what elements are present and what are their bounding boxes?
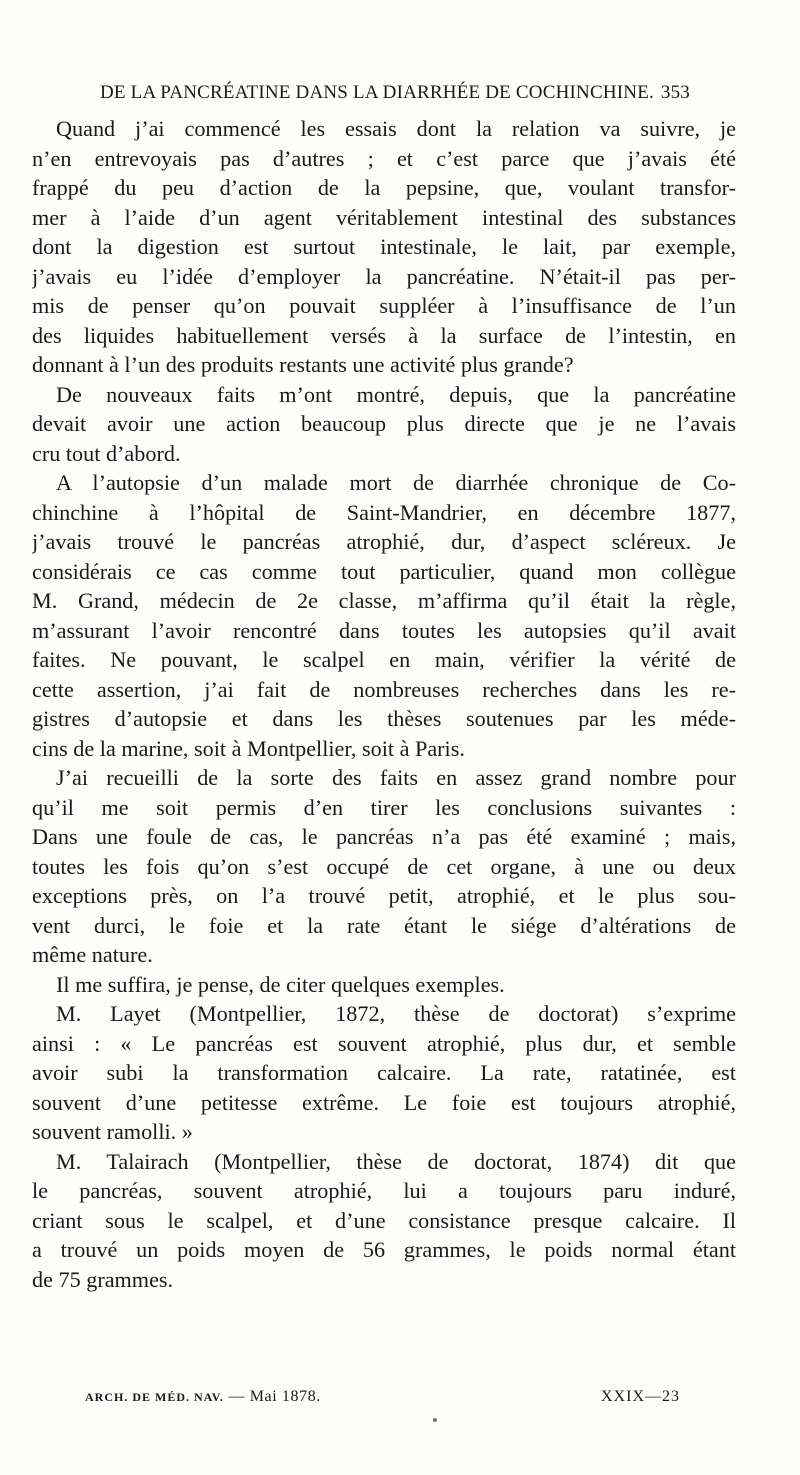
text-line: n’en entrevoyais pas d’autres ; et c’est parce que j’avais été xyxy=(32,145,736,171)
text-line: ainsi : « Le pancréas est souvent atrophié, plus dur, et semble xyxy=(32,1030,736,1056)
text-line: cins de la marine, soit à Montpellier, soit à Paris. xyxy=(32,735,465,761)
text-line: vent durci, le foie et la rate étant le siége d’altérations de xyxy=(32,912,736,938)
text-line: mer à l’aide d’un agent véritablement intestinal des substances xyxy=(32,204,736,230)
issue-date: — Mai 1878. xyxy=(228,1388,321,1405)
text-line: a trouvé un poids moyen de 56 grammes, le poids normal étant xyxy=(32,1237,736,1262)
text-line: De nouveaux faits m’ont montré, depuis, que la pancréatine xyxy=(56,381,736,407)
text-line: M. Talairach (Montpellier, thèse de doctorat, 1874) dit que xyxy=(56,1148,736,1174)
text-line: avoir subi la transformation calcaire. La rate, ratatinée, est xyxy=(32,1060,736,1085)
text-line: donnant à l’un des produits restants une activité plus grande? xyxy=(32,352,574,377)
text-line: M. Layet (Montpellier, 1872, thèse de doctorat) s’exprime xyxy=(56,1001,736,1026)
text-line: frappé du peu d’action de la pepsine, que, voulant transfor- xyxy=(32,175,736,200)
text-line: A l’autopsie d’un malade mort de diarrhée chronique de Co- xyxy=(56,470,736,495)
text-line: mis de penser qu’on pouvait suppléer à l’insuffisance de l’un xyxy=(32,293,736,318)
text-line: chinchine à l’hôpital de Saint-Mandrier, en décembre 1877, xyxy=(32,499,736,525)
text-line: gistres d’autopsie et dans les thèses soutenues par les méde- xyxy=(32,706,736,731)
text-line: exceptions près, on l’a trouvé petit, atrophié, et le plus sou- xyxy=(32,883,736,908)
text-line: souvent d’une petitesse extrême. Le foie est toujours atrophié, xyxy=(32,1089,736,1115)
text-line: cru tout d’abord. xyxy=(32,440,181,466)
running-title: DE LA PANCRÉATINE DANS LA DIARRHÉE DE COCHINCHINE. xyxy=(100,82,654,103)
body-text xyxy=(32,114,736,1294)
text-line: qu’il me soit permis d’en tirer les conclusions suivantes : xyxy=(32,794,736,820)
text-line: dont la digestion est surtout intestinale, le lait, par exemple, xyxy=(32,234,736,259)
journal-citation xyxy=(85,1388,321,1406)
text-line: Quand j’ai commencé les essais dont la relation va suivre, je xyxy=(56,116,736,141)
journal-name: ARCH. DE MÉD. NAV. xyxy=(85,1390,224,1404)
text-line: souvent ramolli. » xyxy=(32,1119,193,1144)
text-line: de 75 grammes. xyxy=(32,1266,174,1292)
text-line: m’assurant l’avoir rencontré dans toutes les autopsies qu’il avait xyxy=(32,617,736,643)
volume-signature: XXIX—23 xyxy=(601,1388,680,1405)
text-line: j’avais trouvé le pancréas atrophié, dur, d’aspect scléreux. Je xyxy=(32,529,736,554)
print-speck xyxy=(433,1418,437,1422)
text-line: cette assertion, j’ai fait de nombreuses recherches dans les re- xyxy=(32,676,736,702)
text-line: même nature. xyxy=(32,942,153,967)
text-line: devait avoir une action beaucoup plus directe que je ne l’avais xyxy=(32,411,736,436)
text-line: le pancréas, souvent atrophié, lui a toujours paru induré, xyxy=(32,1178,736,1203)
text-line: faites. Ne pouvant, le scalpel en main, vérifier la vérité de xyxy=(32,647,736,672)
page-number: 353 xyxy=(660,82,690,103)
text-line: J’ai recueilli de la sorte des faits en assez grand nombre pour xyxy=(56,765,736,790)
text-line: M. Grand, médecin de 2e classe, m’affirma qu’il était la règle, xyxy=(32,588,736,613)
text-line: Dans une foule de cas, le pancréas n’a pas été examiné ; mais, xyxy=(32,824,736,849)
text-line: Il me suffira, je pense, de citer quelques exemples. xyxy=(56,971,505,997)
text-line: criant sous le scalpel, et d’une consistance presque calcaire. Il xyxy=(32,1207,736,1233)
text-line: considérais ce cas comme tout particulier, quand mon collègue xyxy=(32,558,736,584)
text-line: j’avais eu l’idée d’employer la pancréatine. N’était-il pas per- xyxy=(32,263,736,289)
text-line: des liquides habituellement versés à la surface de l’intestin, en xyxy=(32,322,736,348)
text-line: toutes les fois qu’on s’est occupé de cet organe, à une ou deux xyxy=(32,853,736,879)
